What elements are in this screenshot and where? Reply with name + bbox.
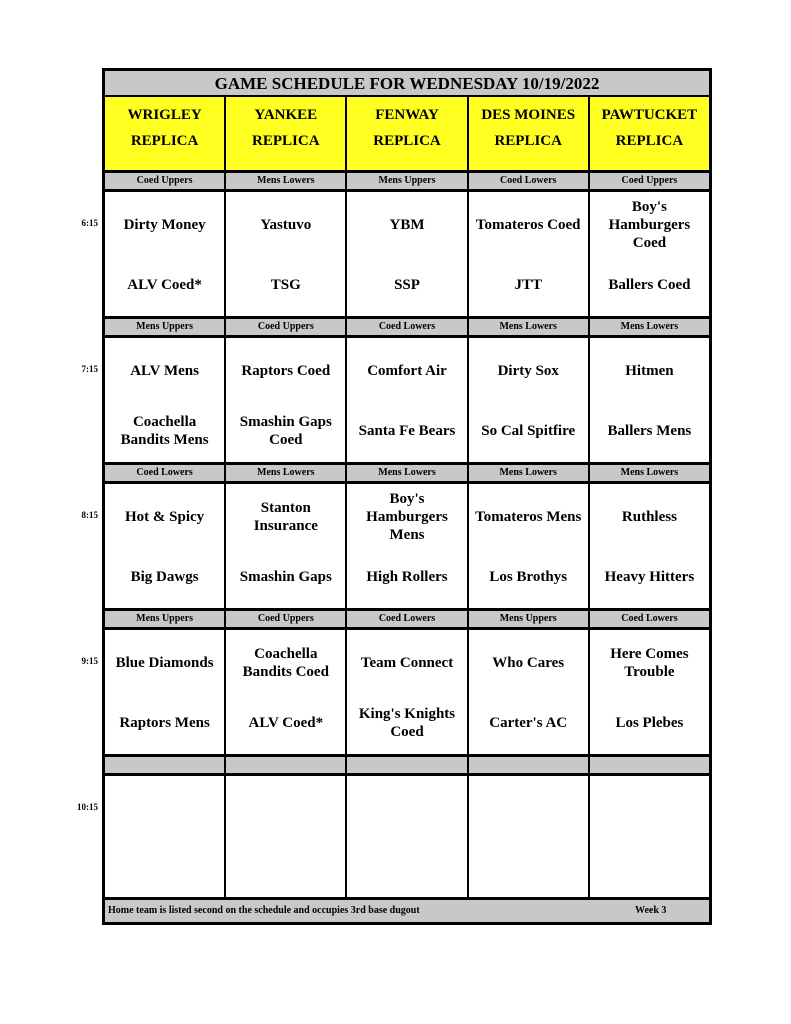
home-team: King's Knights Coed: [358, 706, 456, 740]
field-name: YANKEE: [254, 107, 318, 123]
home-team: Los Brothys: [489, 569, 568, 585]
division-row: [105, 465, 709, 484]
home-team: Coachella Bandits Mens: [120, 414, 209, 448]
field-subtitle: REPLICA: [615, 133, 684, 149]
game-cell: [226, 776, 347, 900]
home-team: Los Plebes: [615, 715, 684, 731]
field-header-yankee: [226, 97, 347, 170]
field-header-row: [105, 97, 709, 173]
division-label: [469, 757, 590, 773]
home-team: [226, 840, 345, 898]
away-team: [469, 780, 588, 838]
division-label: [590, 757, 709, 773]
away-team: Boy's Hamburgers Coed: [608, 199, 691, 251]
away-team: [590, 780, 709, 838]
division-label: Mens Lowers: [469, 319, 590, 335]
game-cell: [590, 776, 709, 900]
time-label: 10:15: [77, 802, 98, 812]
game-cell: [226, 192, 347, 316]
game-cell: [347, 338, 468, 462]
division-row: [105, 173, 709, 192]
away-team: Tomateros Coed: [475, 217, 581, 233]
home-team: [347, 840, 466, 898]
game-cell: [226, 338, 347, 462]
division-label: Mens Lowers: [347, 465, 468, 481]
home-team: Ballers Coed: [608, 277, 691, 293]
field-subtitle: REPLICA: [130, 133, 199, 149]
division-label: Mens Lowers: [226, 173, 347, 189]
schedule-sheet: [102, 68, 712, 925]
division-label: Coed Lowers: [621, 613, 678, 624]
division-row: [105, 611, 709, 630]
field-name: WRIGLEY: [127, 107, 202, 123]
game-cell: [469, 776, 590, 900]
game-slot-row: [105, 776, 709, 903]
footer-note: Home team is listed second on the schedule and occupies 3rd base dugout: [108, 905, 420, 916]
home-team: JTT: [514, 277, 542, 293]
home-team: Ballers Mens: [607, 423, 692, 439]
away-team: Dirty Money: [123, 217, 206, 233]
division-label: [105, 757, 226, 773]
home-team: ALV Coed*: [248, 715, 324, 731]
game-slot-row: [105, 630, 709, 757]
home-team: Smashin Gaps: [239, 569, 332, 585]
home-team: Raptors Mens: [119, 715, 210, 731]
away-team: Yastuvo: [260, 217, 312, 233]
game-cell: [469, 338, 590, 462]
away-team: Tomateros Mens: [475, 509, 582, 525]
division-label: Mens Lowers: [620, 321, 679, 332]
home-team: Smashin Gaps Coed: [239, 414, 332, 448]
away-team: YBM: [389, 217, 425, 233]
away-team: [347, 780, 466, 838]
week-label: Week 3: [635, 905, 667, 916]
away-team: Boy's Hamburgers Mens: [366, 491, 448, 543]
away-team: Comfort Air: [367, 363, 447, 379]
game-cell: [226, 484, 347, 608]
game-cell: [469, 484, 590, 608]
home-team: So Cal Spitfire: [481, 423, 576, 439]
away-team: Hot & Spicy: [125, 509, 205, 525]
game-cell: [347, 192, 468, 316]
game-cell: [590, 484, 709, 608]
time-label: 9:15: [81, 656, 98, 666]
division-label: [347, 757, 468, 773]
game-cell: [105, 484, 226, 608]
time-label: 6:15: [81, 218, 98, 228]
away-team: Stanton Insurance: [253, 500, 318, 534]
away-team: Here Comes Trouble: [610, 646, 689, 680]
game-cell: [347, 484, 468, 608]
away-team: Hitmen: [625, 363, 674, 379]
home-team: High Rollers: [366, 569, 448, 585]
home-team: [590, 840, 709, 898]
away-team: [105, 780, 224, 838]
division-label: Coed Lowers: [347, 611, 468, 627]
division-label: Coed Lowers: [469, 173, 590, 189]
division-label: Mens Uppers: [105, 611, 226, 627]
game-cell: [469, 630, 590, 754]
division-label: Mens Uppers: [469, 611, 590, 627]
game-cell: [469, 192, 590, 316]
game-cell: [226, 630, 347, 754]
division-label: Coed Lowers: [105, 465, 226, 481]
field-header-pawtucket: [590, 97, 709, 170]
field-name: FENWAY: [375, 107, 439, 123]
home-team: ALV Coed*: [127, 277, 202, 293]
division-row: [105, 757, 709, 776]
footer-bar: [105, 897, 709, 922]
division-label: Coed Uppers: [105, 173, 226, 189]
field-header-wrigley: [105, 97, 226, 170]
game-cell: [105, 338, 226, 462]
division-label: Coed Lowers: [347, 319, 468, 335]
field-header-fenway: [347, 97, 468, 170]
page-title: GAME SCHEDULE FOR WEDNESDAY 10/19/2022: [105, 71, 709, 97]
game-slot-row: [105, 484, 709, 611]
time-label: 7:15: [81, 364, 98, 374]
game-cell: [347, 776, 468, 900]
game-cell: [590, 338, 709, 462]
division-label: Coed Uppers: [621, 175, 678, 186]
division-label: Coed Uppers: [226, 319, 347, 335]
away-team: Raptors Coed: [241, 363, 331, 379]
home-team: TSG: [270, 277, 301, 293]
field-header-des-moines: [469, 97, 590, 170]
home-team: Carter's AC: [489, 715, 568, 731]
game-cell: [590, 630, 709, 754]
game-cell: [105, 776, 226, 900]
home-team: Heavy Hitters: [604, 569, 695, 585]
game-cell: [105, 630, 226, 754]
away-team: Who Cares: [492, 655, 565, 671]
away-team: Team Connect: [360, 655, 454, 671]
time-label: 8:15: [81, 510, 98, 520]
division-label: Coed Uppers: [226, 611, 347, 627]
home-team: SSP: [394, 277, 420, 293]
field-name: PAWTUCKET: [601, 107, 698, 123]
field-subtitle: REPLICA: [252, 133, 320, 149]
away-team: [226, 780, 345, 838]
game-slot-row: [105, 192, 709, 319]
away-team: Coachella Bandits Coed: [242, 646, 329, 680]
home-team: Big Dawgs: [130, 569, 199, 585]
away-team: ALV Mens: [130, 363, 199, 379]
division-label: [226, 757, 347, 773]
field-subtitle: REPLICA: [494, 133, 562, 149]
division-label: Mens Lowers: [469, 465, 590, 481]
away-team: Blue Diamonds: [115, 655, 214, 671]
field-subtitle: REPLICA: [373, 133, 441, 149]
home-team: Santa Fe Bears: [358, 423, 456, 439]
division-label: Mens Lowers: [226, 465, 347, 481]
home-team: [469, 840, 588, 898]
division-row: [105, 319, 709, 338]
game-cell: [347, 630, 468, 754]
division-label: Mens Uppers: [347, 173, 468, 189]
game-cell: [105, 192, 226, 316]
away-team: Dirty Sox: [497, 363, 559, 379]
game-slot-row: [105, 338, 709, 465]
division-label: Mens Lowers: [620, 467, 679, 478]
division-label: Mens Uppers: [105, 319, 226, 335]
game-cell: [590, 192, 709, 316]
home-team: [105, 840, 224, 898]
away-team: Ruthless: [621, 509, 677, 525]
field-name: DES MOINES: [481, 107, 576, 123]
